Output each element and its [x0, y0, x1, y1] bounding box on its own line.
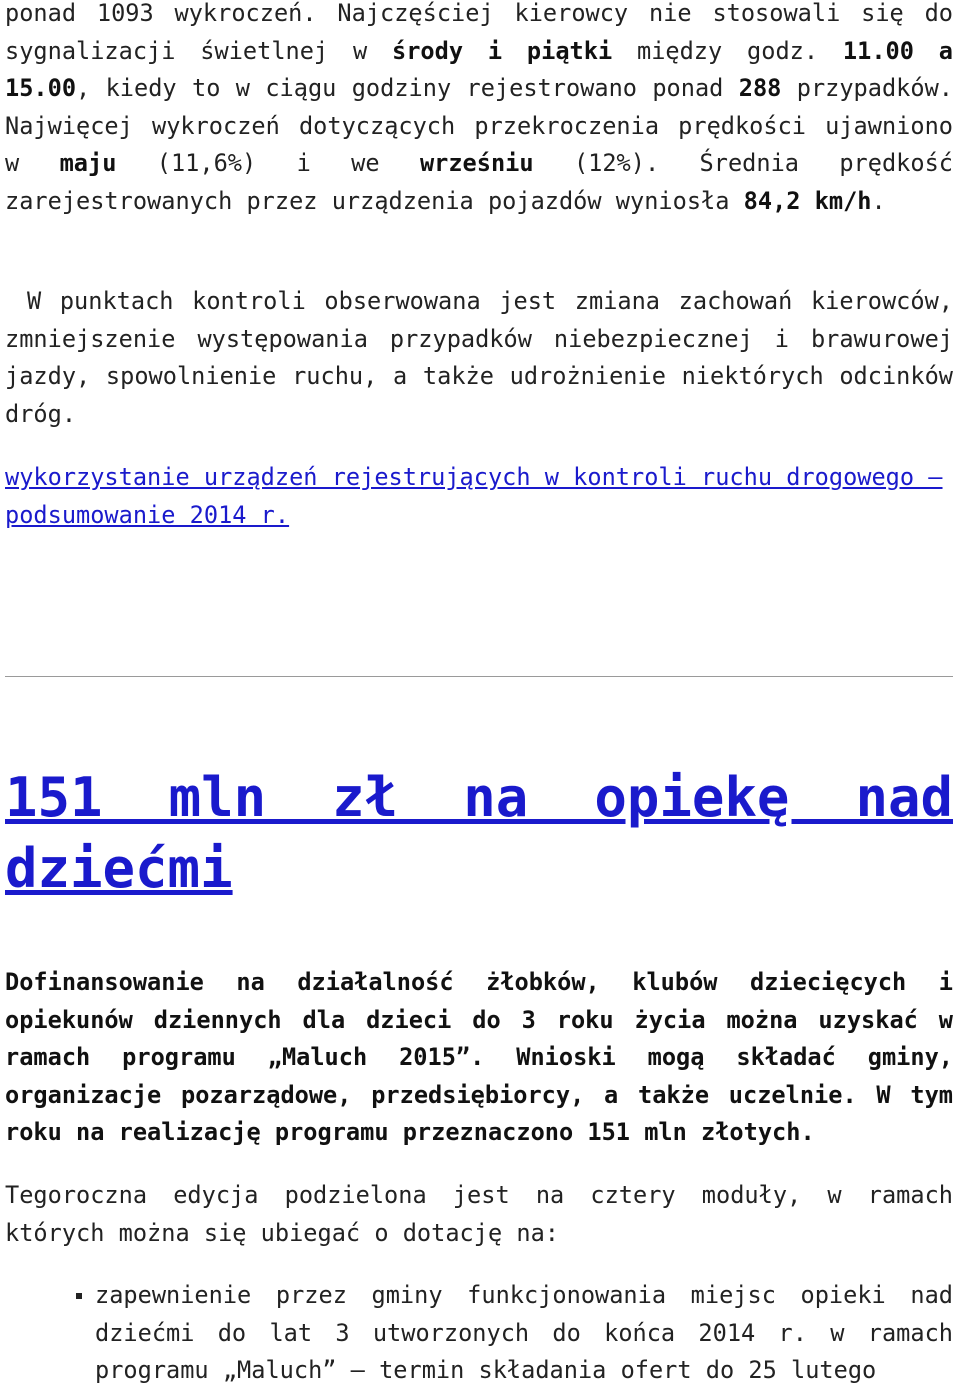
summary-link-container: [5, 459, 953, 534]
article-title: [5, 762, 953, 904]
bold-month-may: maju: [59, 149, 117, 178]
paragraph-violations: [5, 0, 953, 221]
text-run: , kiedy to w ciągu godziny rejestrowano ponad: [76, 74, 739, 103]
text-run: między godz.: [612, 36, 843, 65]
section-divider: [5, 676, 953, 677]
bold-average-speed: 84,2 km/h: [743, 186, 872, 215]
text-run: ponad 1093 wykroczeń. Najczęściej kierowcy nie stosowali się do sygnalizacji świetlnej w: [5, 0, 953, 65]
bold-month-september: wrześniu: [419, 149, 534, 178]
bold-count: 288: [738, 74, 782, 103]
text-run: przypadków. Najwięcej wykroczeń dotyczących przekroczenia prędkości ujawniono w: [5, 74, 953, 178]
bold-hours: 11.00 a 15.00: [5, 36, 953, 103]
article-title-link[interactable]: 151 mln zł na opiekę nad dziećmi: [5, 766, 953, 900]
text-run: (11,6%) i we: [116, 149, 420, 178]
module-list: [5, 1277, 953, 1390]
bold-days: środy i piątki: [392, 36, 613, 65]
paragraph-behavior-change: W punktach kontroli obserwowana jest zmiana zachowań kierowców, zmniejszenie występowania przypadków niebezpiecznej i brawurowej jazdy, spowolnienie ruchu, a także udrożnienie niektórych odcinków dróg.: [5, 287, 953, 428]
list-item-text: zapewnienie przez gminy funkcjonowania miejsc opieki nad dziećmi do lat 3 utworzonych do końca 2014 r. w ramach programu „Maluch” – termin składania ofert do 25 lutego: [95, 1281, 953, 1385]
summary-2014-link[interactable]: wykorzystanie urządzeń rejestrujących w kontroli ruchu drogowego – podsumowanie 2014 r.: [5, 463, 943, 529]
article-lead: Dofinansowanie na działalność żłobków, klubów dziecięcych i opiekunów dziennych dla dzieci do 3 roku życia można uzyskać w ramach programu „Maluch 2015”. Wnioski mogą składać gminy, organizacje pozarządowe, przedsiębiorcy, a także uczelnie. W tym roku na realizację programu przeznaczono 151 mln złotych.: [5, 968, 953, 1147]
text-run: .: [871, 186, 886, 215]
article-body: Tegoroczna edycja podzielona jest na cztery moduły, w ramach których można się ubiegać o dotację na:: [5, 1181, 953, 1247]
list-item: [5, 1277, 953, 1390]
square-bullet-icon: [76, 1293, 82, 1299]
text-run: (12%). Średnia prędkość zarejestrowanych przez urządzenia pojazdów wyniosła: [5, 149, 953, 215]
